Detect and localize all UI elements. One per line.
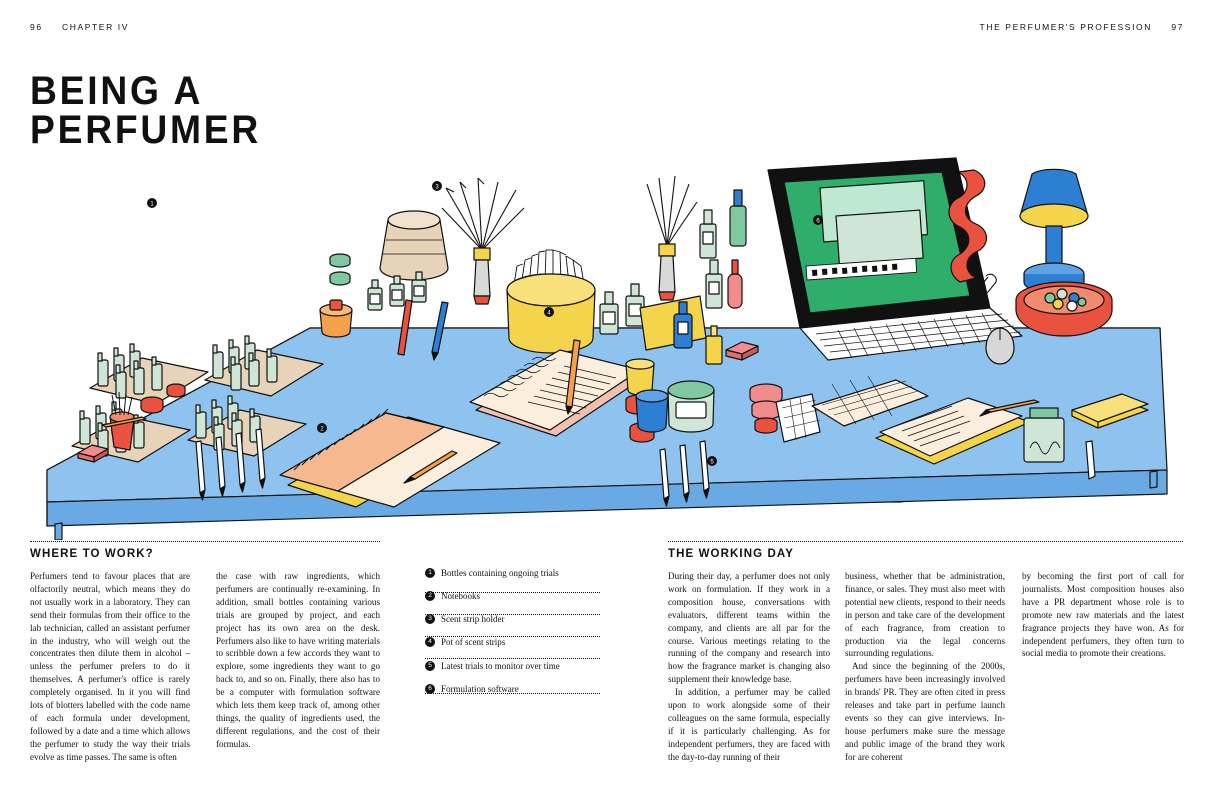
page-title-line-2: PERFUMER xyxy=(30,108,262,153)
legend-separator xyxy=(425,693,600,694)
left-page-number: 96 xyxy=(30,22,43,32)
legend-bullet-2: 2 xyxy=(425,591,435,601)
illustration-marker-1 xyxy=(147,198,157,208)
column-working-day-1: During their day, a perfumer does not only work on formulation. If they work in a composition house, conversations with evaluators, different teams within the company, and clients are all par for the course. Various meetings relating to the running of the company and research into how the fragrance market is changing also supplement their knowledge base. In addition, a perfumer may be called upon to work alongside some of their colleagues on the same formula, especially if it is particularly challenging. As for independent perfumers, they are faced with the day-to-day running of their xyxy=(668,571,830,762)
section-heading-where-to-work: WHERE TO WORK? xyxy=(30,548,154,560)
column-where-to-work-1: Perfumers tend to favour places that are olfactorily neutral, which means they do not usually work in a laboratory. They can send their formulas from their office to the lab technician, called an assistant perfumer in the industry, who will weigh out the concentrates then dilute them in alcohol – unless the perfumer prefers to do it themselves. A perfumer's office is rarely completely organised. In it you will find lots of blotters labelled with the code name of each formula under development, followed by a date and a time which allows the perfumer to study the way their trials evolve as time passes. The same is often xyxy=(30,571,190,762)
svg-text:6: 6 xyxy=(816,218,820,225)
svg-text:4: 4 xyxy=(547,310,551,317)
legend-item xyxy=(425,636,600,648)
legend-bullet-6: 6 xyxy=(425,684,435,694)
section-heading-the-working-day: THE WORKING DAY xyxy=(668,548,794,560)
svg-text:2: 2 xyxy=(320,426,324,433)
legend-bullet-4: 4 xyxy=(425,637,435,647)
column-working-day-3: by becoming the first port of call for journalists. Most composition houses also have a PR department whose role is to promote new raw materials and the latest fragrance projects they have won. As for independent perfumers, they often turn to social media to promote their creations. xyxy=(1022,571,1184,659)
legend-label-1: Bottles containing ongoing trials xyxy=(441,568,559,578)
right-running-head: THE PERFUMER'S PROFESSION xyxy=(979,22,1152,32)
desk-illustration xyxy=(0,150,1214,540)
illustration-marker-2 xyxy=(317,423,327,433)
svg-text:5: 5 xyxy=(710,459,714,466)
legend-item xyxy=(425,613,600,625)
page-title-line-1: BEING A xyxy=(30,69,204,113)
legend-bullet-1: 1 xyxy=(425,568,435,578)
legend-label-2: Notebooks xyxy=(441,591,480,602)
legend-separator xyxy=(425,658,600,659)
legend-label-4: Pot of scent strips xyxy=(441,637,506,648)
legend-label-6: Formulation software xyxy=(441,683,519,694)
svg-text:1: 1 xyxy=(150,201,154,208)
svg-text:3: 3 xyxy=(435,184,439,191)
legend-separator xyxy=(425,636,600,637)
legend-item xyxy=(425,567,600,579)
legend-separator xyxy=(425,592,600,593)
legend-separator xyxy=(425,614,600,615)
legend-item xyxy=(425,660,600,672)
illustration-marker-6 xyxy=(813,215,823,225)
legend-label-5: Latest trials to monitor over time xyxy=(441,660,560,671)
illustration-marker-5 xyxy=(707,456,717,466)
column-working-day-2: business, whether that be administration, finance, or sales. They must also meet with potential new clients, respond to their needs in person and take care of the development of each fragrance, from creation to production via the legal concerns surrounding regulations. And since the beginning of the 2000s, perfumers have been increasingly involved in brands' PR. They are often cited in press releases and take part in perfume launch events so they can give interviews. In-house perfumers make sure the message and public image of the brand they work for are coherent xyxy=(845,571,1005,762)
page-title xyxy=(30,69,262,153)
illustration-marker-3 xyxy=(432,181,442,191)
illustration-marker-4 xyxy=(544,307,554,317)
legend-bullet-5: 5 xyxy=(425,661,435,671)
text-columns xyxy=(0,535,1214,789)
left-running-head: CHAPTER IV xyxy=(62,22,130,32)
legend-bullet-3: 3 xyxy=(425,614,435,624)
rule-right xyxy=(668,541,1183,542)
right-page-number: 97 xyxy=(1171,22,1184,32)
column-where-to-work-2: the case with raw ingredients, which perfumers are continually re-examining. In addition, small bottles containing various trials are grouped by project, and each project has its own area on the desk. Perfumers also like to have writing materials to scribble down a few accords they want to explore, some ingredients they want to go back to, and so on. Finally, there also has to be a computer with formulation software which lets them keep track of, among other things, the quality of ingredients used, the different regulations, and the cost of their formulas. xyxy=(216,571,380,749)
rule-left xyxy=(30,541,380,542)
legend-label-3: Scent strip holder xyxy=(441,614,505,625)
